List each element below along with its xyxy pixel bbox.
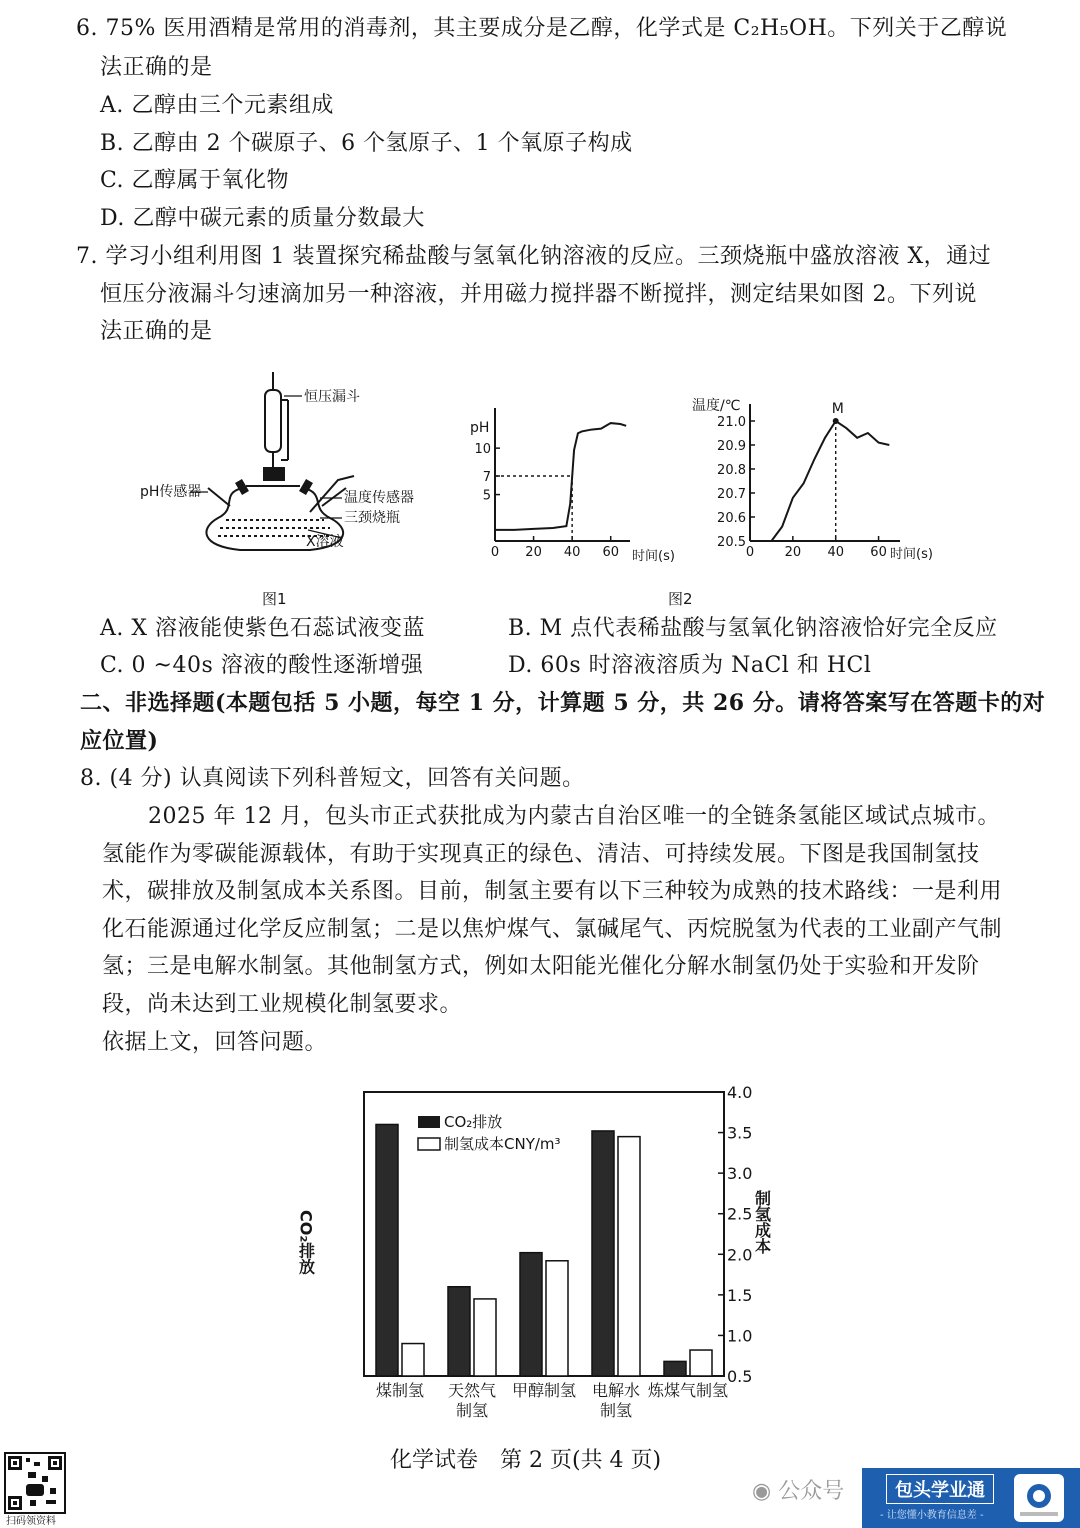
ph-ytick-label: 5 [482,488,491,504]
q6-option-c: C. 乙醇属于氧化物 [100,168,290,193]
q7-stem-line3: 法正确的是 [100,319,213,344]
bar-cost [690,1350,712,1376]
legend-swatch-co2 [418,1116,440,1128]
wechat-official-account[interactable] [752,1474,844,1505]
wechat-label: 公众号 [778,1479,845,1504]
legend-label-co2: CO₂排放 [444,1113,503,1131]
right-ytick-label: 2.0 [727,1245,753,1265]
bar-co2 [664,1361,686,1376]
temp-ytick-label: 21.0 [717,415,746,430]
right-ytick-label: 0.5 [727,1367,753,1386]
banner-subtitle: - 让您懂小教育信息差 - [880,1510,984,1521]
q8-paragraph-line3: 术，碳排放及制氢成本关系图。目前，制氢主要有以下三种较为成熟的技术路线：一是利用 [102,879,1003,904]
ph-ylabel: pH [470,420,490,436]
q8-paragraph-line5: 氢；三是电解水制氢。其他制氢方式，例如太阳能光催化分解水制氢仍处于实验和开发阶 [102,954,980,979]
x-category-label-line2: 制氢 [455,1401,489,1420]
fig2-caption: 图2 [668,590,693,608]
x-category-label: 天然气 [447,1381,497,1400]
temp-xtick-label: 40 [827,545,844,560]
fig1-label-ph-sensor: pH传感器 [140,484,202,500]
temp-ylabel: 温度/℃ [692,398,741,414]
fig1-caption: 图1 [262,590,287,608]
m-point-marker [833,418,839,424]
bar-cost [546,1261,568,1376]
figure-2-temperature-chart [690,396,960,566]
legend-label-cost: 制氢成本CNY/m³ [444,1135,561,1153]
temp-ytick-label: 20.5 [717,535,746,550]
bar-co2 [592,1131,614,1376]
ph-xlabel: 时间(s) [632,549,675,564]
fig1-label-temp-sensor: 温度传感器 [344,490,414,506]
fig1-label-flask: 三颈烧瓶 [344,510,400,526]
q8-paragraph-line4: 化石能源通过化学反应制氢；二是以焦炉煤气、氯碱尾气、丙烷脱氢为代表的工业副产气制 [102,917,1003,942]
q6-option-b: B. 乙醇由 2 个碳原子、6 个氢原子、1 个氧原子构成 [100,131,633,156]
bar-co2 [520,1253,542,1376]
bar-cost [402,1344,424,1376]
q7-stem-line2: 恒压分液漏斗匀速滴加另一种溶液，并用磁力搅拌器不断搅拌，测定结果如图 2。下列说 [100,282,977,307]
x-category-label: 甲醇制氢 [511,1381,577,1400]
qr-caption: 扫码领资料 [6,1516,56,1527]
right-ytick-label: 1.5 [727,1285,753,1305]
fig1-label-solution: X溶液 [306,534,344,550]
q8-paragraph-line1: 2025 年 12 月，包头市正式获批成为内蒙古自治区唯一的全链条氢能区域试点城市。 [148,804,1000,829]
bar-cost [474,1299,496,1376]
temp-xtick-label: 20 [784,545,802,560]
ph-xtick-label: 40 [563,545,581,560]
figure-2-ph-chart [460,398,700,618]
temp-ytick-label: 20.9 [717,439,746,454]
section2-header-line2: 应位置) [80,728,159,754]
x-category-label: 煤制氢 [375,1381,425,1400]
temp-xtick-label: 60 [870,545,887,560]
q7-stem-line1: 7. 学习小组利用图 1 装置探究稀盐酸与氢氧化钠溶液的反应。三颈烧瓶中盛放溶液 X，通过 [76,244,992,269]
wechat-icon: ◉ [752,1479,772,1504]
temperature-curve [771,421,889,541]
ph-xtick-label: 20 [525,545,542,560]
right-axis-label: 制氢成本 [752,1190,772,1254]
temp-ytick-label: 20.7 [717,487,746,502]
q8-stem: 8. (4 分) 认真阅读下列科普短文，回答有关问题。 [80,766,585,791]
qr-code-left[interactable] [4,1452,66,1514]
temp-xtick-label: 0 [745,545,755,560]
q8-paragraph-line2: 氢能作为零碳能源载体，有助于实现真正的绿色、清洁、可持续发展。下图是我国制氢技 [102,842,980,867]
bar-co2 [448,1287,470,1376]
q7-option-d: D. 60s 时溶液溶质为 NaCl 和 HCl [508,653,872,678]
q6-option-a: A. 乙醇由三个元素组成 [100,93,334,118]
ph-ytick-label: 10 [474,442,491,458]
x-category-label: 电解水 [591,1381,641,1400]
q8-paragraph-line6: 段，尚未达到工业规模化制氢要求。 [102,992,463,1017]
x-category-label-line2: 制氢 [599,1401,633,1420]
bar-co2 [376,1124,398,1376]
x-category-label: 炼煤气制氢 [647,1381,729,1400]
m-point-label: M [831,401,844,417]
temp-xlabel: 时间(s) [890,547,933,562]
temp-ytick-label: 20.8 [717,463,746,478]
legend-swatch-cost [418,1138,440,1150]
ph-ytick-label: 7 [482,470,491,485]
ph-xtick-label: 60 [602,545,619,560]
bar-cost [618,1137,640,1376]
q8-follow-up: 依据上文，回答问题。 [102,1030,328,1055]
right-ytick-label: 3.0 [727,1164,753,1184]
left-axis-label: CO₂排放 [296,1210,316,1275]
q7-option-b: B. M 点代表稀盐酸与氢氧化钠溶液恰好完全反应 [508,616,998,641]
q6-stem-line2: 法正确的是 [100,55,213,80]
right-ytick-label: 4.0 [727,1083,753,1102]
q6-stem-line1: 6. 75% 医用酒精是常用的消毒剂，其主要成分是乙醇，化学式是 C₂H₅OH。下列关于乙醇说 [76,16,1008,41]
qr-code-right-icon [1014,1474,1064,1522]
figure-1-apparatus [130,368,430,608]
brand-banner[interactable] [862,1468,1080,1528]
q7-option-c: C. 0 ~40s 溶液的酸性逐渐增强 [100,653,424,678]
right-ytick-label: 3.5 [727,1123,753,1143]
temp-ytick-label: 20.6 [717,511,746,526]
ph-xtick-label: 0 [490,545,500,560]
right-ytick-label: 2.5 [727,1204,753,1224]
q7-option-a: A. X 溶液能使紫色石蕊试液变蓝 [100,616,426,641]
right-ytick-label: 1.0 [727,1326,753,1346]
banner-title: 包头学业通 [886,1474,994,1504]
section2-header-line1: 二、非选择题(本题包括 5 小题，每空 1 分，计算题 5 分，共 26 分。请将答案写在答题卡的对 [80,690,1046,716]
fig1-label-funnel: 恒压漏斗 [304,389,360,405]
q6-option-d: D. 乙醇中碳元素的质量分数最大 [100,206,425,231]
hydrogen-bar-chart [296,1080,780,1420]
page-footer: 化学试卷 第 2 页(共 4 页) [390,1448,662,1473]
